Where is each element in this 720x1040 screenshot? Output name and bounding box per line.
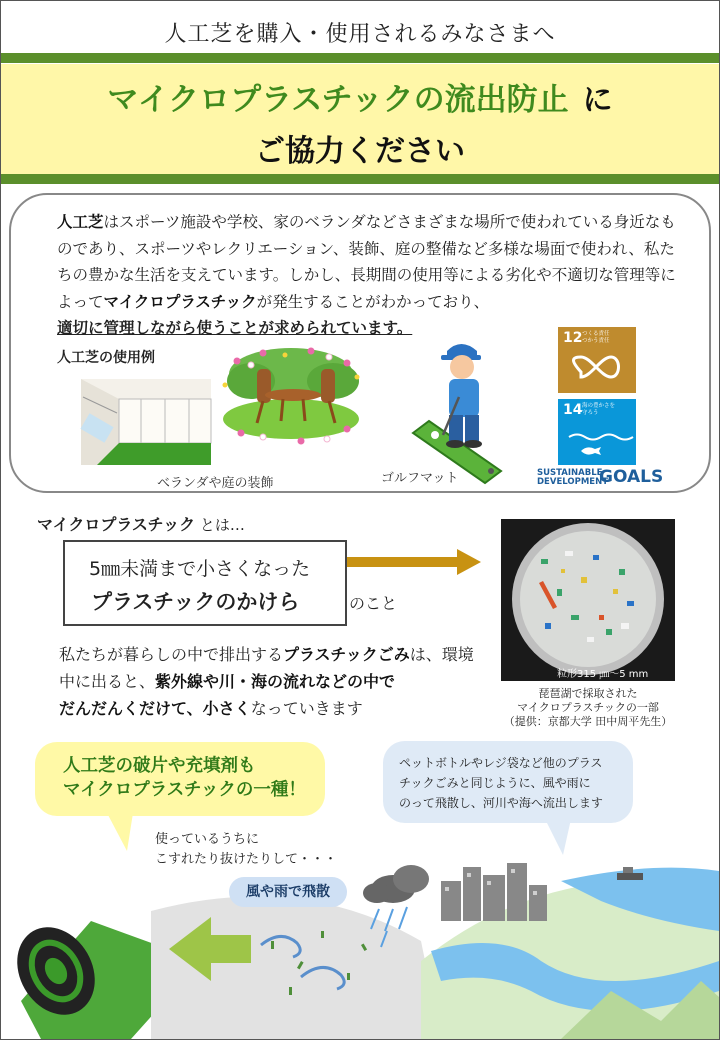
top-title: 人工芝を購入・使用されるみなさまへ xyxy=(164,22,556,47)
sdg-14-text-2: 守ろう xyxy=(582,410,599,416)
wear-text xyxy=(155,830,337,870)
wear-line1: 使っているうちに xyxy=(155,832,260,847)
intro-bold-turf: 人工芝 xyxy=(57,213,104,231)
photo-caption xyxy=(501,687,675,729)
petri-dish-image xyxy=(501,519,675,681)
banner-main: マイクロプラスチックの流出防止 xyxy=(107,82,569,118)
mp-heading-bold: マイクロプラスチック xyxy=(37,515,196,534)
definition-callout xyxy=(63,540,347,626)
photo-caption-3: （提供：京都大学 田中周平先生） xyxy=(503,715,673,728)
wind-rain-label: 風や雨で飛散 xyxy=(229,877,347,907)
sdg-12-text-2: つかう責任 xyxy=(582,338,610,344)
sdg-14-text-1: 海の豊かさを xyxy=(582,403,616,409)
sdg-12-number: 12 xyxy=(563,330,583,346)
mp-heading xyxy=(37,512,245,535)
sdgs-logo-goals: GOALS xyxy=(599,467,664,487)
golfer-illustration xyxy=(413,344,501,483)
sdg-12 xyxy=(558,327,636,393)
callout-line-1: 5㎜未満まで小さくなった xyxy=(89,558,311,580)
intro-text-2: が発生することがわかっており、 xyxy=(256,292,490,311)
bubble-tail xyxy=(101,813,141,853)
caption-veranda: ベランダや庭の装飾 xyxy=(157,476,274,491)
wear-line2: こすれたり抜けたりして・・・ xyxy=(155,852,338,867)
callout-line-2: プラスチックのかけら xyxy=(91,590,300,614)
sdg-12-text-1: つくる責任 xyxy=(582,331,610,337)
intro-bold-mp: マイクロプラスチック xyxy=(103,292,257,311)
turf-fragment-bubble xyxy=(35,742,325,816)
photo-scale: 粒形315 ㎛～5 mm xyxy=(557,669,649,680)
desc-5: だんだんくだけて、小さく xyxy=(59,699,251,718)
mp-description xyxy=(59,641,479,722)
photo-caption-2: マイクロプラスチックの一部 xyxy=(517,701,659,714)
banner-line-2: ご協力ください xyxy=(255,134,465,169)
desc-4: 紫外線や川・海の流れなどの中で xyxy=(155,672,396,691)
dispersal-line2: チックごみと同じように、風や雨に xyxy=(399,776,591,790)
dispersal-text xyxy=(399,753,603,813)
sdg-12-label xyxy=(582,331,610,345)
dispersal-bubble xyxy=(383,741,633,823)
desc-3: は、環境中に出ると、 xyxy=(59,645,474,691)
desc-1: 私たちが暮らしの中で排出する xyxy=(59,645,284,664)
mp-heading-rest: とは… xyxy=(195,516,245,534)
cloud-icon xyxy=(363,865,429,903)
banner-ni: に xyxy=(582,83,613,118)
city-buildings xyxy=(441,863,547,921)
sdgs-logo-line2: DEVELOPMENT xyxy=(537,477,608,487)
dispersal-line3: のって飛散し、河川や海へ流出します xyxy=(399,796,603,810)
sdg-14 xyxy=(558,399,636,465)
veranda-illustration xyxy=(81,379,211,465)
sdgs-logo xyxy=(537,467,664,487)
desc-2: プラスチックごみ xyxy=(283,645,410,664)
bubble-tail-blue xyxy=(541,819,581,859)
desc-6: なっていきます xyxy=(250,699,363,718)
caption-golf: ゴルフマット xyxy=(381,471,459,486)
turf-fragment-line2: マイクロプラスチックの一種！ xyxy=(63,780,306,800)
dispersal-line1: ペットボトルやレジ袋など他のプラス xyxy=(399,756,603,770)
intro-text-1: はスポーツ施設や学校、家のベランダなどさまざまな場所で使われている身近なものであり、スポーツやレクリエーション、装飾、庭の整備など多様な場面で使われ、私たちの豊かな生活を支えています。しかし、長期間の使用等による劣化や不適切な管理等によって xyxy=(57,213,676,311)
usage-label: 人工芝の使用例 xyxy=(57,350,155,366)
sdg-14-label xyxy=(582,403,615,417)
photo-caption-1: 琵琶湖で採取された xyxy=(538,687,638,700)
sdg-14-number: 14 xyxy=(563,402,583,418)
turf-fragment-text xyxy=(63,754,306,802)
sdgs-logo-line1: SUSTAINABLE xyxy=(537,468,603,478)
intro-underline: 適切に管理しながら使うことが求められています。 xyxy=(57,319,413,337)
nokoto-text: のこと xyxy=(349,594,398,613)
turf-fragment-line1: 人工芝の破片や充填剤も xyxy=(63,756,256,776)
garden-illustration xyxy=(223,348,360,445)
callout-arrow xyxy=(341,549,481,575)
